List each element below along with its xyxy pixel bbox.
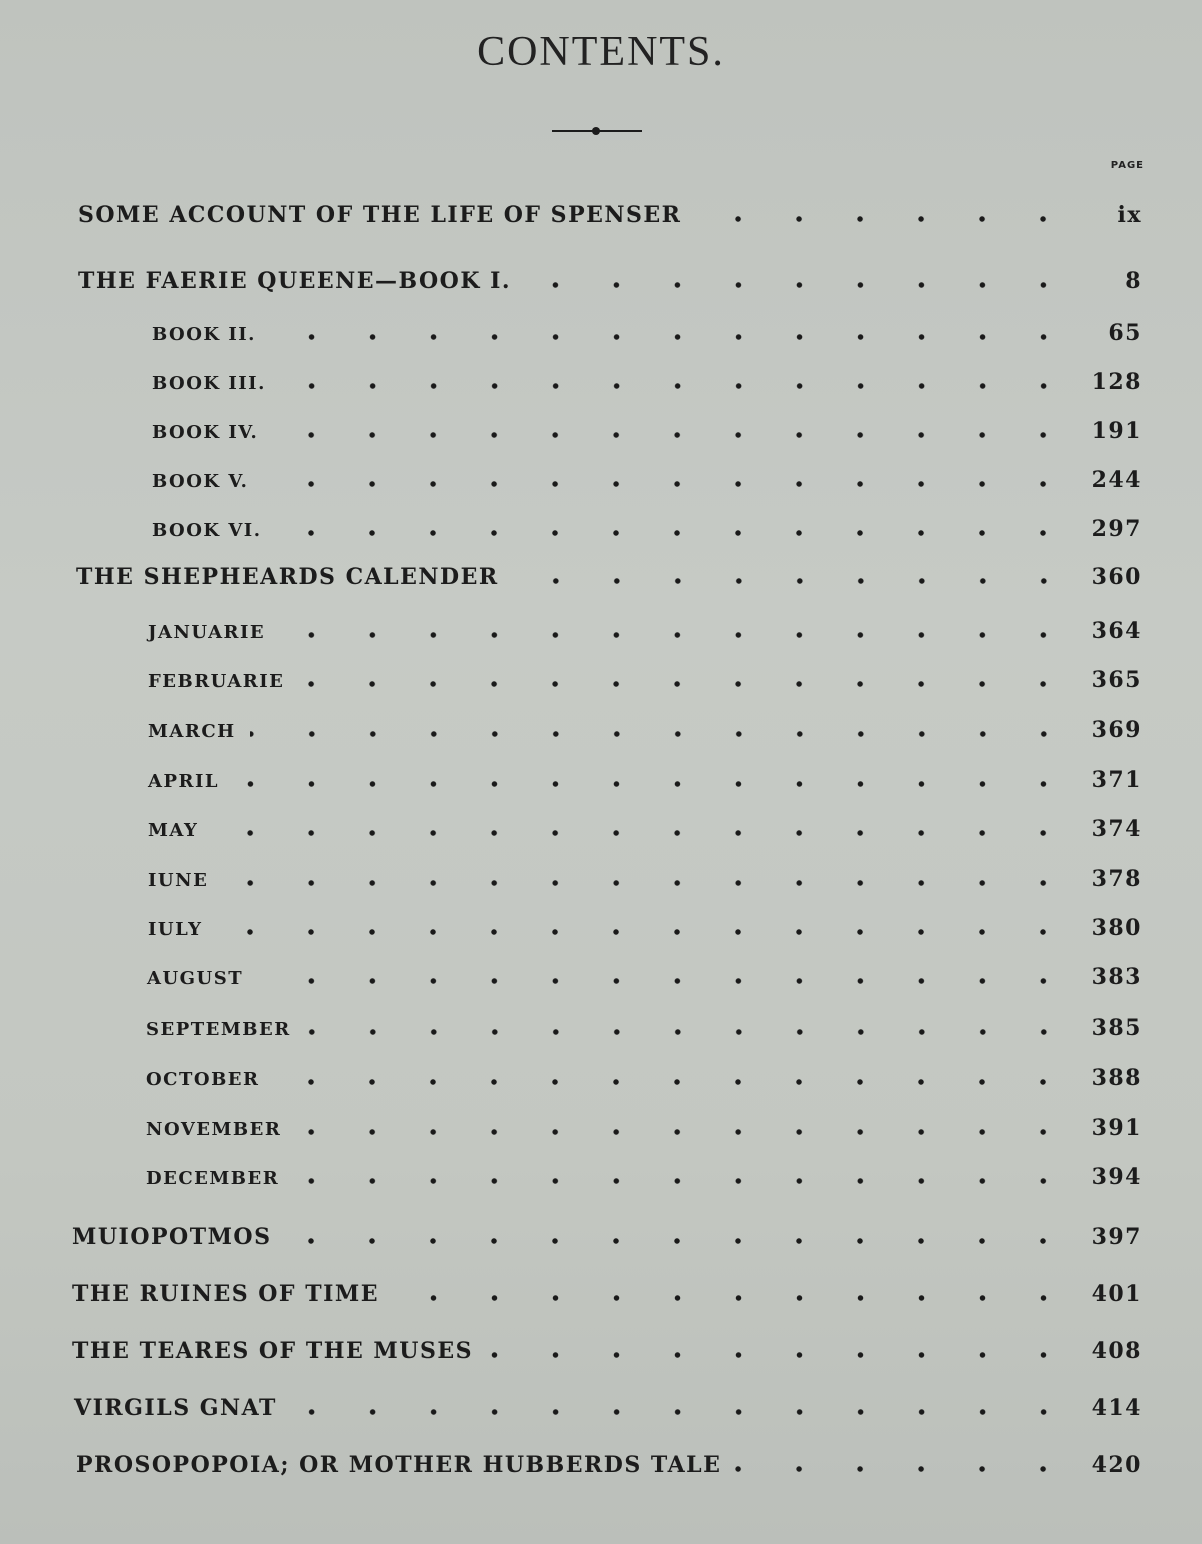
- dot-leader: [735, 1466, 1074, 1472]
- toc-entry-page: 385: [1091, 1015, 1142, 1041]
- toc-entry: [148, 915, 1142, 941]
- dot-leader: [695, 216, 1074, 222]
- toc-entry: [74, 1395, 1142, 1421]
- dot-leader: [295, 1129, 1074, 1135]
- toc-entry: [152, 467, 1142, 493]
- toc-entry-page: 394: [1091, 1164, 1142, 1190]
- toc-entry-title: BOOK V.: [152, 471, 249, 492]
- toc-entry: [78, 202, 1142, 228]
- toc-entry-page: 371: [1091, 767, 1142, 793]
- toc-entry-title: FEBRUARIE: [148, 671, 285, 692]
- toc-entry: [146, 1065, 1142, 1091]
- toc-entry: [152, 516, 1142, 542]
- dot-leader: [275, 530, 1074, 536]
- toc-entry-page: 65: [1108, 320, 1142, 346]
- toc-entry-title: APRIL: [148, 771, 220, 792]
- dot-leader: [305, 1029, 1074, 1035]
- dot-leader: [293, 1178, 1074, 1184]
- dot-leader: [279, 632, 1074, 638]
- dot-leader: [273, 1079, 1074, 1085]
- toc-entry: [148, 816, 1142, 842]
- dot-leader: [298, 681, 1074, 687]
- toc-entry: [148, 866, 1142, 892]
- toc-entry-page: 360: [1091, 564, 1142, 590]
- toc-entry: [72, 1281, 1142, 1307]
- toc-entry: [147, 964, 1142, 990]
- toc-entry-title: MUIOPOTMOS: [72, 1224, 272, 1250]
- toc-entry-page: 401: [1091, 1281, 1142, 1307]
- dot-leader: [393, 1295, 1074, 1301]
- dot-leader: [272, 432, 1074, 438]
- toc-entry-title: SEPTEMBER: [146, 1019, 291, 1040]
- dot-leader: [212, 830, 1074, 836]
- dot-leader: [291, 1409, 1074, 1415]
- dot-leader: [525, 282, 1074, 288]
- toc-entry-page: 8: [1125, 268, 1142, 294]
- toc-entry: [152, 320, 1142, 346]
- dot-leader: [285, 1238, 1074, 1244]
- toc-entry-page: 414: [1091, 1395, 1142, 1421]
- dot-leader: [250, 731, 1074, 737]
- dot-leader: [513, 578, 1074, 584]
- toc-entry: [146, 1015, 1142, 1041]
- toc-entry: [152, 418, 1142, 444]
- toc-entry: [72, 1224, 1142, 1250]
- toc-entry-page: 397: [1091, 1224, 1142, 1250]
- toc-entry-title: BOOK III.: [152, 373, 266, 394]
- toc-entry-page: 388: [1091, 1065, 1142, 1091]
- toc-entry-page: 364: [1091, 618, 1142, 644]
- toc-entry-title: VIRGILS GNAT: [74, 1395, 277, 1421]
- toc-entry-title: BOOK IV.: [152, 422, 259, 443]
- toc-entry: [148, 767, 1142, 793]
- toc-entry-page: 378: [1091, 866, 1142, 892]
- toc-entry: [146, 1164, 1142, 1190]
- toc-entry-page: 391: [1091, 1115, 1142, 1141]
- toc-entry-title: OCTOBER: [146, 1069, 260, 1090]
- toc-entry: [148, 667, 1142, 693]
- toc-entry-title: JANUARIE: [148, 622, 266, 643]
- toc-entry-title: THE TEARES OF THE MUSES: [72, 1338, 474, 1364]
- dot-leader: [280, 383, 1074, 389]
- toc-entry: [78, 268, 1142, 294]
- toc-entry-page: 128: [1091, 369, 1142, 395]
- toc-entry-title: AUGUST: [147, 968, 244, 989]
- toc-entry-title: PROSOPOPOIA; OR MOTHER HUBBERDS TALE: [76, 1452, 722, 1478]
- ornament-rule-icon: [552, 124, 642, 138]
- toc-entry-title: MAY: [148, 820, 199, 841]
- toc-entry-title: DECEMBER: [146, 1168, 280, 1189]
- toc-entry: [146, 1115, 1142, 1141]
- toc-entry-title: IULY: [148, 919, 203, 940]
- toc-entry-page: 374: [1091, 816, 1142, 842]
- toc-entry-title: THE FAERIE QUEENE—BOOK I.: [78, 268, 512, 294]
- toc-entry-page: ix: [1117, 202, 1142, 228]
- toc-entry-title: BOOK II.: [152, 324, 256, 345]
- toc-entry-title: SOME ACCOUNT OF THE LIFE OF SPENSER: [78, 202, 682, 228]
- toc-entry: [76, 564, 1142, 590]
- dot-leader: [233, 781, 1074, 787]
- toc-entry-page: 191: [1091, 418, 1142, 444]
- toc-entry-page: 365: [1091, 667, 1142, 693]
- page-column-heading: PAGE: [1110, 160, 1144, 171]
- toc-entry-title: MARCH: [148, 721, 236, 742]
- toc-entry-page: 369: [1091, 717, 1142, 743]
- page-title: CONTENTS.: [477, 29, 725, 75]
- dot-leader: [487, 1352, 1074, 1358]
- toc-entry-title: THE RUINES OF TIME: [72, 1281, 379, 1307]
- toc-entry-title: NOVEMBER: [146, 1119, 282, 1140]
- toc-entry-page: 383: [1091, 964, 1142, 990]
- dot-leader: [222, 880, 1074, 886]
- toc-entry: [76, 1452, 1142, 1478]
- toc-entry-page: 408: [1091, 1338, 1142, 1364]
- toc-entry: [72, 1338, 1142, 1364]
- toc-entry-page: 297: [1091, 516, 1142, 542]
- toc-entry: [148, 717, 1142, 743]
- toc-entry: [148, 618, 1142, 644]
- toc-entry-page: 420: [1091, 1452, 1142, 1478]
- toc-entry-page: 244: [1091, 467, 1142, 493]
- toc-entry-title: IUNE: [148, 870, 209, 891]
- dot-leader: [270, 334, 1074, 340]
- dot-leader: [216, 929, 1074, 935]
- toc-entry-title: THE SHEPHEARDS CALENDER: [76, 564, 499, 590]
- dot-leader: [257, 978, 1074, 984]
- toc-entry: [152, 369, 1142, 395]
- toc-entry-page: 380: [1091, 915, 1142, 941]
- dot-leader: [262, 481, 1074, 487]
- toc-entry-title: BOOK VI.: [152, 520, 262, 541]
